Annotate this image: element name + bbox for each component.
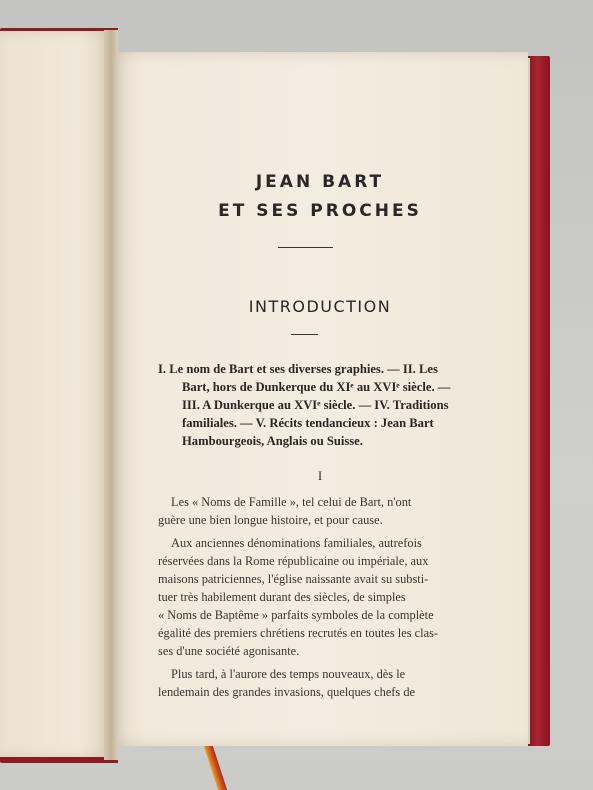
text-line: ses d'une société agonisante.: [158, 644, 300, 658]
text-line: « Noms de Baptême » parfaits symboles de la complète: [158, 608, 434, 622]
summary-line: Hambourgeois, Anglais ou Suisse.: [182, 434, 363, 448]
text-line: guère une bien longue histoire, et pour cause.: [158, 513, 383, 527]
left-page: [0, 31, 112, 757]
text-line: Plus tard, à l'aurore des temps nouveaux, dès le: [171, 667, 406, 681]
book-title-line2: ET SES PROCHES: [218, 201, 422, 221]
heading-divider: [291, 334, 318, 335]
summary-line: familiales. — V. Récits tendancieux : Jean Bart: [182, 416, 434, 430]
text-line: maisons patriciennes, l'église naissante avait su substi-: [158, 572, 429, 586]
text-line: réservées dans la Rome républicaine ou impériale, aux: [158, 554, 429, 568]
summary-line: I. Le nom de Bart et ses diverses graphies. — II. Les: [158, 362, 438, 376]
book-title-line1: JEAN BART: [255, 172, 385, 192]
section-number: I: [317, 468, 323, 483]
introduction-heading: INTRODUCTION: [248, 297, 392, 316]
text-line: Aux anciennes dénominations familiales, autrefois: [171, 536, 422, 550]
text-line: tuer très habilement durant des siècles, de simples: [158, 590, 406, 604]
summary-line: Bart, hors de Dunkerque du XIᵉ au XVIᵉ siècle. —: [182, 380, 451, 394]
text-line: égalité des premiers chrétiens recrutés en toutes les clas-: [158, 626, 439, 640]
body-text: [158, 493, 454, 701]
book-gutter: [104, 30, 118, 760]
title-divider: [278, 247, 333, 248]
chapter-summary: [158, 360, 454, 450]
text-line: Les « Noms de Famille », tel celui de Bart, n'ont: [171, 495, 412, 509]
summary-line: III. A Dunkerque au XVIᵉ siècle. — IV. Traditions: [182, 398, 449, 412]
text-line: lendemain des grandes invasions, quelques chefs de: [158, 685, 416, 699]
